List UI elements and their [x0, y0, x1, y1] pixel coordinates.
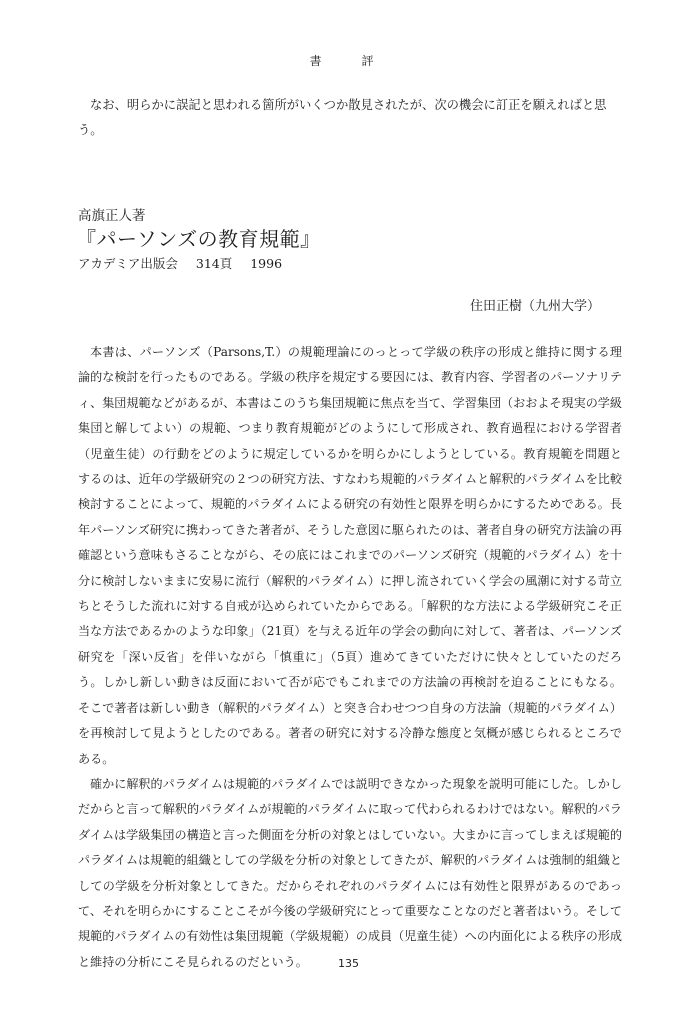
publication-info — [78, 254, 296, 272]
body-paragraph-2: 確かに解釈的パラダイムは規範的パラダイムでは説明できなかった現象を説明可能にした。しかしだからと言って解釈的パラダイムが規範的パラダイムに取って代わられるわけではない。解釈的パラダイムは学級集団の構造と言った側面を分析の対象とはしていない。大まかに言ってしまえば規範的パラダイムは規範的組織としての学級を分析の対象としてきたが、解釈的パラダイムは強制的組織としての学級を分析対象としてきた。だからそれぞれのパラダイムには有効性と限界があるのであって、それを明らかにすることこそが今後の学級研究にとって重要なことなのだと著者はいう。そして規範的パラダイムの有効性は集団規範（学級規範）の成員（児童生徒）への内面化による秩序の形成と維持の分析にこそ見られるのだという。 — [78, 776, 622, 969]
publisher: アカデミア出版会 — [78, 256, 178, 271]
review-body — [78, 340, 622, 975]
closing-note — [78, 93, 622, 143]
running-header: 書 評 — [309, 54, 388, 68]
closing-note-text: なお、明らかに誤記と思われる箇所がいくつか散見されたが、次の機会に訂正を願えればと思う。 — [78, 98, 607, 137]
book-author: 高旗正人著 — [78, 208, 146, 224]
page-count: 314頁 — [195, 256, 233, 271]
body-paragraph-1: 本書は、パーソンズ（Parsons,T.）の規範理論にのっとって学級の秩序の形成と維持に関する理論的な検討を行ったものである。学級の秩序を規定する要因には、教育内容、学習者のパーソナリティ、集団規範などがあるが、本書はこのうち集団規範に焦点を当て、学習集団（おおよそ現実の学級集団と解してよい）の規範、つまり教育規範がどのようにして形成され、教育過程における学習者（児童生徒）の行動をどのように規定しているかを明らかにしようとしている。教育規範を問題とするのは、近年の学級研究の２つの研究方法、すなわち規範的パラダイムと解釈的パラダイムを比較検討することによって、規範的パラダイムによる研究の有効性と限界を明らかにするためである。長年パーソンズ研究に携わってきた著者が、そうした意図に駆られたのは、著者自身の研究方法論の再確認という意味もさることながら、その底にはこれまでのパーソンズ研究（規範的パラダイム）を十分に検討しないままに安易に流行（解釈的パラダイム）に押し流されていく学会の風潮に対する苛立ちとそうした流れに対する自戒が込められていたからである。「解釈的な方法による学級研究こそ正当な方法であるかのような印象」（21頁）を与える近年の学会の動向に対して、著者は、パーソンズ研究を「深い反省」を伴いながら「慎重に」（5頁）進めてきていただけに快々としていたのだろう。しかし新しい動きは反面において否が応でもこれまでの方法論の再検討を迫ることにもなる。そこで著者は新しい動き（解釈的パラダイム）と突き合わせつつ自身の方法論（規範的パラダイム）を再検討して見ようとしたのである。著者の研究に対する冷静な態度と気概が感じられるところである。 — [78, 345, 622, 766]
page-number: 135 — [338, 957, 359, 970]
book-title: 『パーソンズの教育規範』 — [76, 227, 321, 251]
reviewer-name: 住田正樹（九州大学） — [469, 299, 600, 314]
publication-year: 1996 — [250, 256, 283, 271]
